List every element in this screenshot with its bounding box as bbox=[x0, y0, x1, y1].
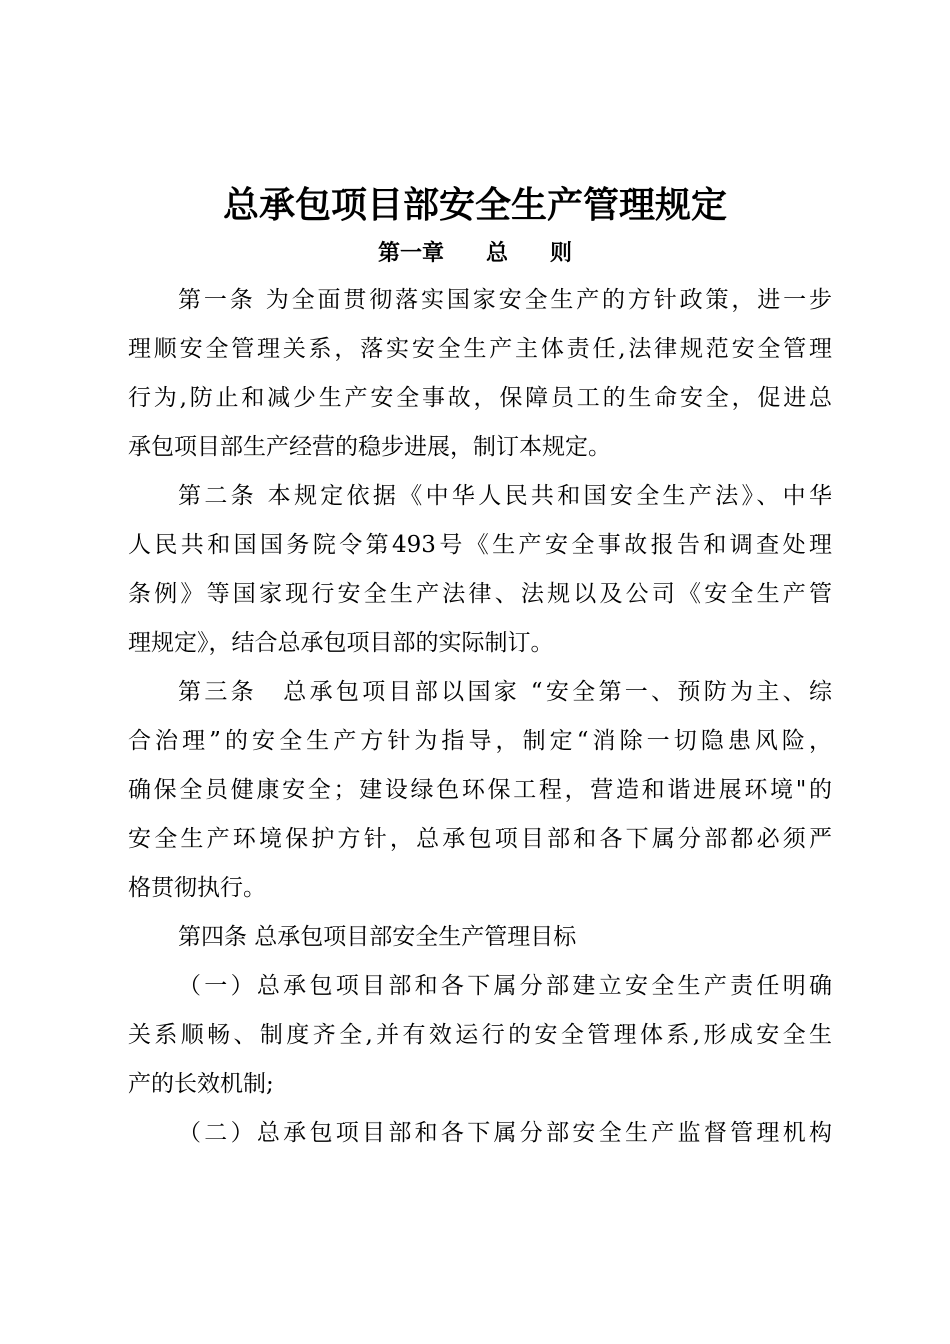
article-2 bbox=[128, 472, 832, 668]
article-line: 合治理”的安全生产方针为指导，制定“消除一切隐患风险， bbox=[128, 728, 832, 754]
article-4-item-1 bbox=[128, 962, 832, 1109]
article-line: （一）总承包项目部和各下属分部建立安全生产责任明确 bbox=[178, 973, 832, 999]
article-line: 第三条 总承包项目部以国家 “安全第一、预防为主、综 bbox=[178, 679, 832, 705]
article-line: 第二条 本规定依据《中华人民共和国安全生产法》、中华 bbox=[178, 483, 832, 509]
document-title: 总承包项目部安全生产管理规定 bbox=[222, 185, 727, 226]
article-line: 第一条 为全面贯彻落实国家安全生产的方针政策，进一步 bbox=[178, 287, 832, 313]
article-line: 条例》等国家现行安全生产法律、法规以及公司《安全生产管 bbox=[128, 581, 832, 607]
article-1 bbox=[128, 276, 832, 472]
article-line: 承包项目部生产经营的稳步进展，制订本规定。 bbox=[128, 434, 611, 460]
article-line: （二）总承包项目部和各下属分部安全生产监督管理机构 bbox=[178, 1120, 832, 1146]
article-line: 行为,防止和减少生产安全事故，保障员工的生命安全，促进总 bbox=[128, 385, 832, 411]
article-4 bbox=[128, 913, 832, 962]
chapter-name-first: 总 bbox=[485, 241, 508, 266]
document-body bbox=[128, 276, 832, 1158]
article-4-item-2 bbox=[128, 1109, 832, 1158]
article-line: 安全生产环境保护方针，总承包项目部和各下属分部都必须严 bbox=[128, 826, 832, 852]
article-line: 关系顺畅、制度齐全,并有效运行的安全管理体系,形成安全生 bbox=[128, 1022, 832, 1048]
chapter-name-second: 则 bbox=[550, 241, 573, 266]
article-line: 理顺安全管理关系，落实安全生产主体责任,法律规范安全管理 bbox=[128, 336, 832, 362]
article-line: 确保全员健康安全；建设绿色环保工程，营造和谐进展环境"的 bbox=[128, 777, 832, 803]
article-line: 第四条 总承包项目部安全生产管理目标 bbox=[178, 924, 577, 950]
article-3 bbox=[128, 668, 832, 913]
chapter-heading bbox=[0, 238, 950, 270]
article-line: 格贯彻执行。 bbox=[128, 875, 266, 901]
chapter-number: 第一章 bbox=[377, 241, 444, 266]
article-line: 人民共和国国务院令第493号《生产安全事故报告和调查处理 bbox=[128, 532, 832, 558]
article-line: 产的长效机制; bbox=[128, 1071, 274, 1097]
article-line: 理规定》，结合总承包项目部的实际制订。 bbox=[128, 630, 554, 656]
